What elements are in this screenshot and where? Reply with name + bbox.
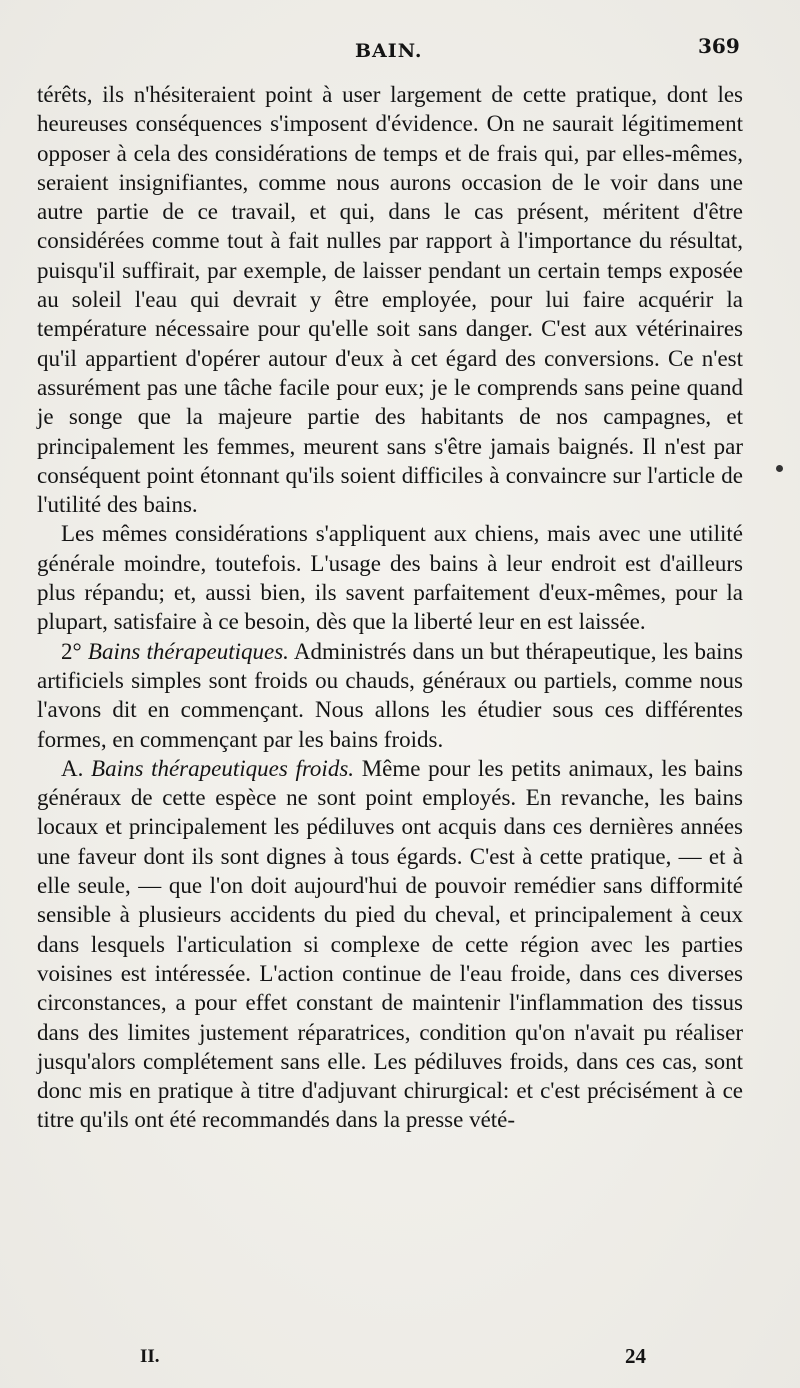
paragraph	[37, 754, 743, 1135]
text-run: 2°	[61, 638, 88, 664]
text-run: Administrés dans un but thérapeutique, les bains artificiels simples sont froids ou chauds, généraux ou partiels, comme nous l'avons dit en commençant. Nous allons les étudier sous ces différentes formes, en commençant par les bains froids.	[37, 638, 743, 752]
text-run: Même pour les petits animaux, les bains généraux de cette espèce ne sont point employés. En revanche, les bains locaux et principalement les pédiluves ont acquis dans ces dernières années une faveur dont ils sont dignes à tous égards. C'est à cette pratique, — et à elle seule, — que l'on doit aujourd'hui de pouvoir remédier sans difformité sensible à plusieurs accidents du pied du cheval, et principalement à ceux dans lesquels l'articulation si complexe de cette région avec les parties voisines est intéressée. L'action continue de l'eau froide, dans ces diverses circonstances, a pour effet constant de maintenir l'inflammation des tissus dans des limites justement réparatrices, condition qu'on n'avait pu réaliser jusqu'alors complétement sans elle. Les pédiluves froids, dans ces cas, sont donc mis en pratique à titre d'adjuvant chirurgical: et c'est précisément à ce titre qu'ils ont été recommandés dans la presse vété-	[37, 755, 743, 1133]
ink-speck	[776, 465, 783, 472]
page-number: 369	[698, 34, 740, 58]
italic-heading: Bains thérapeutiques froids.	[91, 755, 355, 781]
body-text	[37, 80, 743, 1135]
sheet-number: 24	[625, 1344, 646, 1368]
page-footer	[0, 1344, 800, 1374]
paragraph	[37, 80, 743, 519]
signature-mark: II.	[140, 1346, 160, 1367]
text-run: Les mêmes considérations s'appliquent aux chiens, mais avec une utilité générale moindre, toutefois. L'usage des bains à leur endroit est d'ailleurs plus répandu; et, aussi bien, ils savent parfaitement d'eux-mêmes, pour la plupart, satisfaire à ce besoin, dès que la liberté leur en est laissée.	[37, 521, 743, 635]
text-run: A.	[61, 755, 92, 781]
paragraph	[37, 637, 743, 754]
paragraph	[37, 519, 743, 636]
running-head: BAIN.	[355, 40, 423, 62]
text-run: térêts, ils n'hésiteraient point à user largement de cette pratique, dont les heureuses conséquences s'imposent d'évidence. On ne saurait légitimement opposer à cela des considérations de temps et de frais qui, par elles-mêmes, seraient insignifiantes, comme nous aurons occasion de le voir dans une autre partie de ce travail, et qui, dans le cas présent, méritent d'être considérées comme tout à fait nulles par rapport à l'importance du résultat, puisqu'il suffirait, par exemple, de laisser pendant un certain temps exposée au soleil l'eau qui devrait y être employée, pour lui faire acquérir la température nécessaire pour qu'elle soit sans danger. C'est aux vétérinaires qu'il appartient d'opérer autour d'eux à cet égard des conversions. Ce n'est assurément pas une tâche facile pour eux; je le comprends sans peine quand je songe que la majeure partie des habitants de nos campagnes, et principalement les femmes, meurent sans s'être jamais baignés. Il n'est par conséquent point étonnant qu'ils soient difficiles à convaincre sur l'article de l'utilité des bains.	[37, 82, 743, 518]
page-header	[0, 32, 800, 72]
italic-heading: Bains thérapeutiques.	[87, 638, 289, 664]
